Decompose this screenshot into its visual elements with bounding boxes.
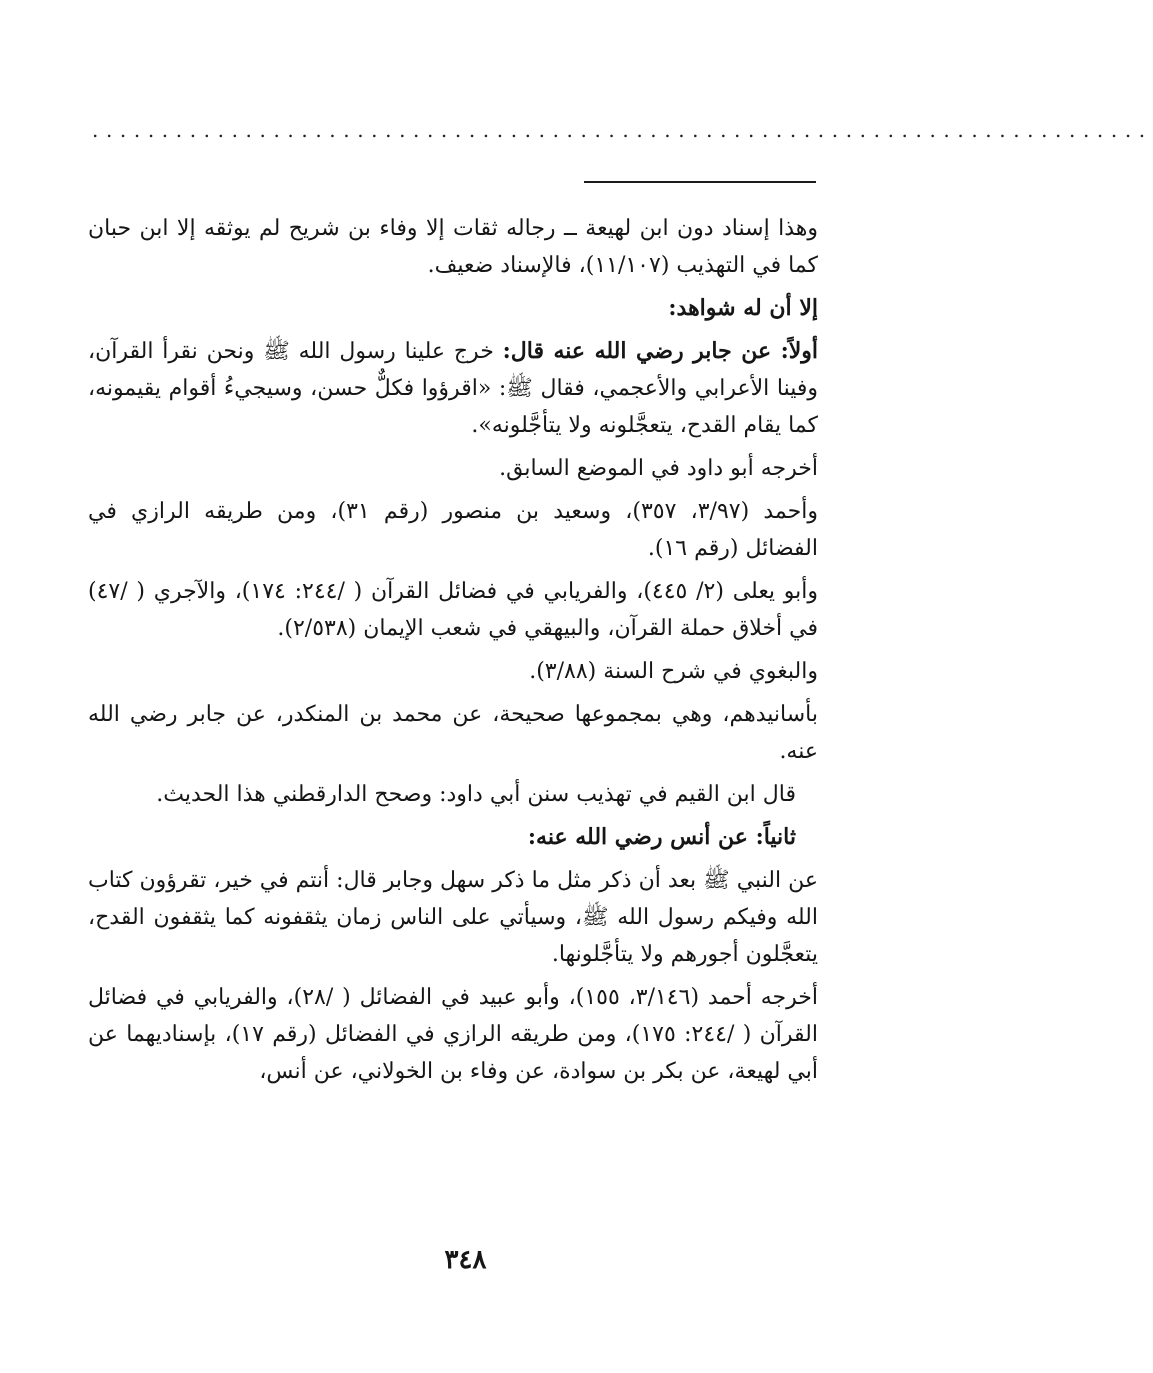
- paragraph: إلا أن له شواهد:: [668, 295, 818, 321]
- paragraph: بأسانيدهم، وهي بمجموعها صحيحة، عن محمد بن المنكدر، عن جابر رضي الله عنه.: [88, 702, 818, 764]
- paragraph: أخرجه أبو داود في الموضع السابق.: [499, 456, 818, 481]
- page-number: ٣٤٨: [444, 1245, 487, 1275]
- page-content: [88, 210, 818, 1096]
- paragraph: وأحمد (٣/٩٧، ٣٥٧)، وسعيد بن منصور (رقم ٣١)، ومن طريقه الرازي في الفضائل (رقم ١٦).: [88, 499, 818, 561]
- paragraph: ثانياً: عن أنس رضي الله عنه:: [527, 824, 796, 850]
- paragraph: أولاً: عن جابر رضي الله عنه قال: خرج علينا رسول الله ﷺ ونحن نقرأ القرآن، وفينا الأعرابي والأعجمي، فقال ﷺ: «اقرؤوا فكلٌّ حسن، وسيجيءُ أقوام يقيمونه، كما يقام القدح، يتعجَّلونه ولا يتأجَّلونه».: [88, 338, 819, 438]
- dotted-separator: ............................................................................: [92, 118, 1153, 142]
- paragraph: والبغوي في شرح السنة (٣/٨٨).: [529, 659, 818, 684]
- paragraph: عن النبي ﷺ بعد أن ذكر مثل ما ذكر سهل وجابر قال: أنتم في خير، تقرؤون كتاب الله وفيكم رسول الله ﷺ، وسيأتي على الناس زمان يثقفونه كما يثقفون القدح، يتعجَّلون أجورهم ولا يتأجَّلونها.: [88, 868, 818, 967]
- paragraph: أخرجه أحمد (٣/١٤٦، ١٥٥)، وأبو عبيد في الفضائل ( /٢٨)، والفريابي في فضائل القرآن ( /٢٤٤: ١٧٥)، ومن طريقه الرازي في الفضائل (رقم ١٧)، بإسناديهما عن أبي لهيعة، عن بكر بن سوادة، عن وفاء بن الخولاني، عن أنس،: [88, 985, 819, 1084]
- footnote-rule: [584, 181, 816, 183]
- paragraph: وهذا إسناد دون ابن لهيعة ــ رجاله ثقات إلا وفاء بن شريح لم يوثقه إلا ابن حبان كما في التهذيب (١١/١٠٧)، فالإسناد ضعيف.: [88, 216, 818, 278]
- paragraph: وأبو يعلى (٢/ ٤٤٥)، والفريابي في فضائل القرآن ( /٢٤٤: ١٧٤)، والآجري ( /٤٧) في أخلاق حملة القرآن، والبيهقي في شعب الإيمان (٢/٥٣٨).: [88, 579, 819, 641]
- paragraph: قال ابن القيم في تهذيب سنن أبي داود: وصحح الدارقطني هذا الحديث.: [156, 782, 796, 807]
